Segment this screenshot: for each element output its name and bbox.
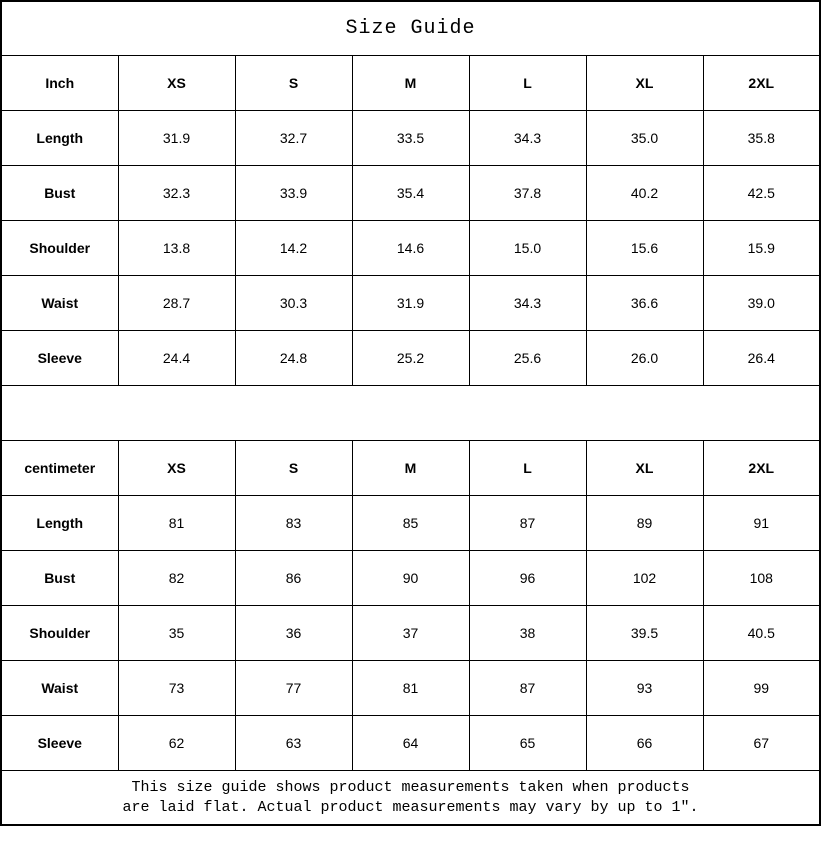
value-cell: 36.6 bbox=[586, 276, 703, 331]
row-label-waist: Waist bbox=[1, 661, 118, 716]
row-label-shoulder: Shoulder bbox=[1, 606, 118, 661]
size-header-s: S bbox=[235, 441, 352, 496]
value-cell: 26.0 bbox=[586, 331, 703, 386]
value-cell: 67 bbox=[703, 716, 820, 771]
size-header-2xl: 2XL bbox=[703, 56, 820, 111]
row-label-bust: Bust bbox=[1, 166, 118, 221]
value-cell: 14.6 bbox=[352, 221, 469, 276]
value-cell: 30.3 bbox=[235, 276, 352, 331]
size-header-l: L bbox=[469, 56, 586, 111]
value-cell: 65 bbox=[469, 716, 586, 771]
unit-header-inch: Inch bbox=[1, 56, 118, 111]
value-cell: 25.2 bbox=[352, 331, 469, 386]
value-cell: 37 bbox=[352, 606, 469, 661]
value-cell: 37.8 bbox=[469, 166, 586, 221]
table-row bbox=[1, 331, 820, 386]
table-row bbox=[1, 276, 820, 331]
value-cell: 99 bbox=[703, 661, 820, 716]
value-cell: 85 bbox=[352, 496, 469, 551]
value-cell: 40.2 bbox=[586, 166, 703, 221]
page-title: Size Guide bbox=[1, 1, 820, 56]
value-cell: 83 bbox=[235, 496, 352, 551]
table-row bbox=[1, 166, 820, 221]
value-cell: 91 bbox=[703, 496, 820, 551]
title-row bbox=[1, 1, 820, 56]
value-cell: 86 bbox=[235, 551, 352, 606]
value-cell: 24.4 bbox=[118, 331, 235, 386]
value-cell: 62 bbox=[118, 716, 235, 771]
value-cell: 15.6 bbox=[586, 221, 703, 276]
footer-note-line1: This size guide shows product measurements taken when products bbox=[131, 779, 690, 796]
value-cell: 33.5 bbox=[352, 111, 469, 166]
value-cell: 32.7 bbox=[235, 111, 352, 166]
value-cell: 81 bbox=[118, 496, 235, 551]
value-cell: 89 bbox=[586, 496, 703, 551]
value-cell: 77 bbox=[235, 661, 352, 716]
value-cell: 82 bbox=[118, 551, 235, 606]
value-cell: 31.9 bbox=[118, 111, 235, 166]
cm-header-row bbox=[1, 441, 820, 496]
size-header-s: S bbox=[235, 56, 352, 111]
size-header-xs: XS bbox=[118, 441, 235, 496]
value-cell: 93 bbox=[586, 661, 703, 716]
value-cell: 66 bbox=[586, 716, 703, 771]
table-row bbox=[1, 551, 820, 606]
unit-header-centimeter: centimeter bbox=[1, 441, 118, 496]
value-cell: 73 bbox=[118, 661, 235, 716]
value-cell: 34.3 bbox=[469, 276, 586, 331]
size-header-xl: XL bbox=[586, 56, 703, 111]
value-cell: 35 bbox=[118, 606, 235, 661]
size-header-m: M bbox=[352, 56, 469, 111]
row-label-length: Length bbox=[1, 496, 118, 551]
value-cell: 81 bbox=[352, 661, 469, 716]
table-row bbox=[1, 661, 820, 716]
value-cell: 31.9 bbox=[352, 276, 469, 331]
value-cell: 25.6 bbox=[469, 331, 586, 386]
value-cell: 33.9 bbox=[235, 166, 352, 221]
value-cell: 96 bbox=[469, 551, 586, 606]
value-cell: 15.9 bbox=[703, 221, 820, 276]
value-cell: 24.8 bbox=[235, 331, 352, 386]
value-cell: 42.5 bbox=[703, 166, 820, 221]
table-row bbox=[1, 716, 820, 771]
value-cell: 26.4 bbox=[703, 331, 820, 386]
value-cell: 13.8 bbox=[118, 221, 235, 276]
value-cell: 64 bbox=[352, 716, 469, 771]
value-cell: 87 bbox=[469, 496, 586, 551]
value-cell: 36 bbox=[235, 606, 352, 661]
spacer-cell bbox=[1, 386, 820, 441]
size-header-m: M bbox=[352, 441, 469, 496]
value-cell: 102 bbox=[586, 551, 703, 606]
size-header-2xl: 2XL bbox=[703, 441, 820, 496]
value-cell: 40.5 bbox=[703, 606, 820, 661]
footer-note-line2: are laid flat. Actual product measurements may vary by up to 1″. bbox=[122, 798, 699, 816]
value-cell: 15.0 bbox=[469, 221, 586, 276]
value-cell: 35.0 bbox=[586, 111, 703, 166]
value-cell: 39.5 bbox=[586, 606, 703, 661]
value-cell: 90 bbox=[352, 551, 469, 606]
table-row bbox=[1, 111, 820, 166]
value-cell: 32.3 bbox=[118, 166, 235, 221]
value-cell: 108 bbox=[703, 551, 820, 606]
value-cell: 38 bbox=[469, 606, 586, 661]
size-header-l: L bbox=[469, 441, 586, 496]
footer-row bbox=[1, 771, 820, 826]
table-row bbox=[1, 221, 820, 276]
size-header-xs: XS bbox=[118, 56, 235, 111]
row-label-sleeve: Sleeve bbox=[1, 716, 118, 771]
inch-header-row bbox=[1, 56, 820, 111]
value-cell: 34.3 bbox=[469, 111, 586, 166]
row-label-shoulder: Shoulder bbox=[1, 221, 118, 276]
value-cell: 28.7 bbox=[118, 276, 235, 331]
value-cell: 35.4 bbox=[352, 166, 469, 221]
row-label-waist: Waist bbox=[1, 276, 118, 331]
value-cell: 35.8 bbox=[703, 111, 820, 166]
row-label-bust: Bust bbox=[1, 551, 118, 606]
value-cell: 39.0 bbox=[703, 276, 820, 331]
table-row bbox=[1, 496, 820, 551]
footer-note bbox=[1, 771, 820, 826]
table-row bbox=[1, 606, 820, 661]
value-cell: 63 bbox=[235, 716, 352, 771]
size-header-xl: XL bbox=[586, 441, 703, 496]
row-label-sleeve: Sleeve bbox=[1, 331, 118, 386]
value-cell: 87 bbox=[469, 661, 586, 716]
value-cell: 14.2 bbox=[235, 221, 352, 276]
row-label-length: Length bbox=[1, 111, 118, 166]
spacer-row bbox=[1, 386, 820, 441]
